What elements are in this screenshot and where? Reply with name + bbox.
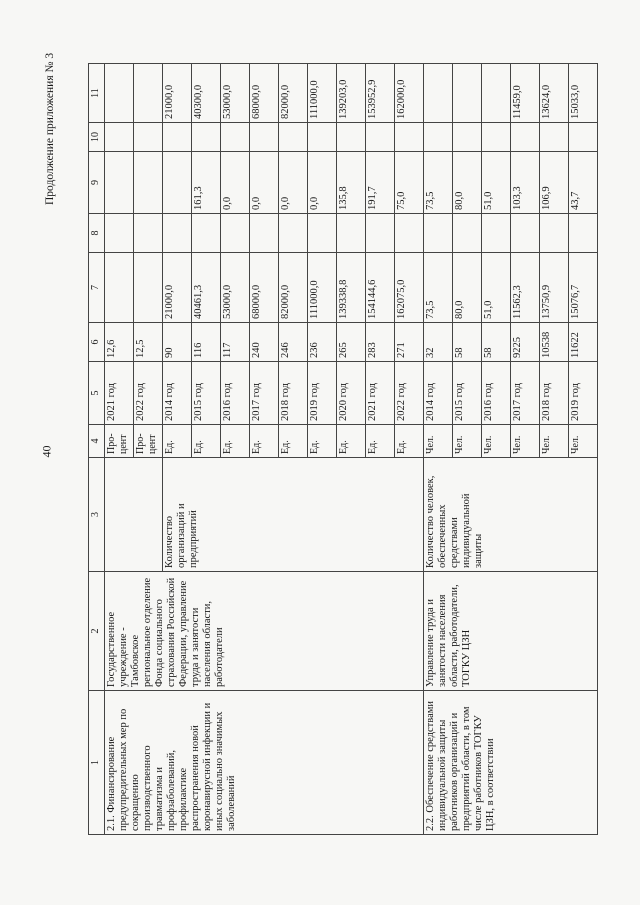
value-cell	[569, 123, 598, 152]
value-cell: 162000,0	[395, 64, 424, 123]
value-cell: 191,7	[366, 152, 395, 214]
appendix-caption: Продолжение приложения № 3	[44, 52, 56, 205]
value-cell: 117	[221, 323, 250, 362]
value-cell	[105, 214, 134, 253]
col-header-11: 11	[89, 64, 105, 123]
value-cell	[424, 123, 453, 152]
year-cell: 2021 год	[105, 362, 134, 425]
value-cell: 153952,9	[366, 64, 395, 123]
table-row	[424, 64, 453, 835]
value-cell: 246	[279, 323, 308, 362]
value-cell	[424, 64, 453, 123]
year-cell: 2015 год	[453, 362, 482, 425]
value-cell: 0,0	[308, 152, 337, 214]
value-cell: 13624,0	[540, 64, 569, 123]
value-cell: 111000,0	[308, 253, 337, 323]
value-cell: 53000,0	[221, 253, 250, 323]
value-cell	[366, 123, 395, 152]
value-cell	[163, 152, 192, 214]
value-cell	[250, 123, 279, 152]
col-header-10: 10	[89, 123, 105, 152]
value-cell: 51,0	[482, 152, 511, 214]
table-row	[105, 64, 134, 835]
measure-cell: 2.1. Финансирование предупредительных мер по сокращению производственного травматизма и профзаболеваний, профилактике распространения новой коронавирусной инфекции и иных социально значимых заболеваний	[105, 691, 424, 835]
header-row	[89, 64, 105, 835]
value-cell: 139203,0	[337, 64, 366, 123]
value-cell: 0,0	[250, 152, 279, 214]
value-cell: 11562,3	[511, 253, 540, 323]
unit-cell: Ед.	[395, 425, 424, 458]
year-cell: 2015 год	[192, 362, 221, 425]
value-cell: 80,0	[453, 152, 482, 214]
unit-cell: Чел.	[569, 425, 598, 458]
value-cell: 73,5	[424, 152, 453, 214]
value-cell	[221, 214, 250, 253]
year-cell: 2016 год	[482, 362, 511, 425]
value-cell: 9225	[511, 323, 540, 362]
value-cell: 0,0	[221, 152, 250, 214]
col-header-8: 8	[89, 214, 105, 253]
value-cell	[395, 123, 424, 152]
value-cell: 162075,0	[395, 253, 424, 323]
value-cell	[511, 123, 540, 152]
value-cell	[482, 214, 511, 253]
unit-cell: Ед.	[337, 425, 366, 458]
value-cell: 75,0	[395, 152, 424, 214]
year-cell: 2017 год	[511, 362, 540, 425]
value-cell: 21000,0	[163, 253, 192, 323]
value-cell: 40461,3	[192, 253, 221, 323]
unit-cell: Про-цент	[134, 425, 163, 458]
year-cell: 2019 год	[569, 362, 598, 425]
value-cell	[569, 214, 598, 253]
value-cell: 154144,6	[366, 253, 395, 323]
value-cell: 265	[337, 323, 366, 362]
value-cell	[134, 253, 163, 323]
value-cell	[163, 123, 192, 152]
value-cell: 15076,7	[569, 253, 598, 323]
year-cell: 2014 год	[163, 362, 192, 425]
unit-cell: Чел.	[540, 425, 569, 458]
value-cell	[482, 64, 511, 123]
value-cell: 82000,0	[279, 64, 308, 123]
value-cell	[395, 214, 424, 253]
value-cell	[105, 152, 134, 214]
value-cell: 90	[163, 323, 192, 362]
value-cell: 80,0	[453, 253, 482, 323]
value-cell	[134, 214, 163, 253]
col-header-3: 3	[89, 458, 105, 572]
value-cell	[453, 214, 482, 253]
value-cell	[134, 123, 163, 152]
indicator-cell: Количество человек, обеспеченных средствами индивидуальной защиты	[424, 458, 598, 572]
value-cell	[337, 214, 366, 253]
value-cell: 10538	[540, 323, 569, 362]
value-cell: 116	[192, 323, 221, 362]
value-cell	[511, 214, 540, 253]
value-cell: 12,6	[105, 323, 134, 362]
value-cell	[308, 123, 337, 152]
unit-cell: Про-цент	[105, 425, 134, 458]
value-cell: 43,7	[569, 152, 598, 214]
year-cell: 2022 год	[134, 362, 163, 425]
col-header-5: 5	[89, 362, 105, 425]
value-cell: 283	[366, 323, 395, 362]
indicator-cell-empty	[105, 458, 163, 572]
value-cell: 271	[395, 323, 424, 362]
value-cell	[337, 123, 366, 152]
year-cell: 2014 год	[424, 362, 453, 425]
value-cell	[279, 123, 308, 152]
value-cell: 68000,0	[250, 253, 279, 323]
program-table	[88, 63, 598, 835]
value-cell: 51,0	[482, 253, 511, 323]
unit-cell: Ед.	[163, 425, 192, 458]
value-cell: 68000,0	[250, 64, 279, 123]
value-cell	[540, 214, 569, 253]
value-cell: 58	[453, 323, 482, 362]
value-cell: 103,3	[511, 152, 540, 214]
col-header-6: 6	[89, 323, 105, 362]
value-cell	[221, 123, 250, 152]
value-cell	[250, 214, 279, 253]
value-cell: 236	[308, 323, 337, 362]
value-cell: 15033,0	[569, 64, 598, 123]
value-cell	[105, 253, 134, 323]
value-cell	[134, 64, 163, 123]
value-cell: 11459,0	[511, 64, 540, 123]
unit-cell: Чел.	[453, 425, 482, 458]
value-cell	[540, 123, 569, 152]
value-cell	[192, 214, 221, 253]
value-cell: 53000,0	[221, 64, 250, 123]
value-cell: 139338,8	[337, 253, 366, 323]
year-cell: 2020 год	[337, 362, 366, 425]
value-cell: 58	[482, 323, 511, 362]
col-header-2: 2	[89, 572, 105, 691]
page-number: 40	[39, 445, 54, 458]
col-header-1: 1	[89, 691, 105, 835]
executor-cell: Управление труда и занятости населения области, работодатели, ТОГКУ ЦЗН	[424, 572, 598, 691]
indicator-cell: Количество организаций и предприятий	[163, 458, 424, 572]
executor-cell: Государственное учреждение - Тамбовское региональное отделение Фонда социального страхования Российской Федерации, управление труда и занятости населения области, работодатели	[105, 572, 424, 691]
unit-cell: Ед.	[192, 425, 221, 458]
year-cell: 2018 год	[279, 362, 308, 425]
unit-cell: Ед.	[250, 425, 279, 458]
unit-cell: Ед.	[279, 425, 308, 458]
col-header-4: 4	[89, 425, 105, 458]
value-cell: 40300,0	[192, 64, 221, 123]
value-cell: 12,5	[134, 323, 163, 362]
value-cell: 11622	[569, 323, 598, 362]
value-cell	[105, 64, 134, 123]
value-cell	[279, 214, 308, 253]
year-cell: 2018 год	[540, 362, 569, 425]
value-cell: 111000,0	[308, 64, 337, 123]
value-cell: 13750,9	[540, 253, 569, 323]
year-cell: 2019 год	[308, 362, 337, 425]
value-cell	[105, 123, 134, 152]
unit-cell: Ед.	[308, 425, 337, 458]
value-cell	[424, 214, 453, 253]
year-cell: 2016 год	[221, 362, 250, 425]
rotated-table-area	[88, 35, 618, 835]
year-cell: 2021 год	[366, 362, 395, 425]
value-cell	[308, 214, 337, 253]
value-cell: 0,0	[279, 152, 308, 214]
value-cell: 161,3	[192, 152, 221, 214]
value-cell: 82000,0	[279, 253, 308, 323]
value-cell: 240	[250, 323, 279, 362]
value-cell	[453, 123, 482, 152]
unit-cell: Чел.	[511, 425, 540, 458]
measure-cell: 2.2. Обеспечение средствами индивидуальной защиты работников организаций и предприятий области, в том числе работников ТОГКУ ЦЗН, в соответствии	[424, 691, 598, 835]
value-cell	[163, 214, 192, 253]
col-header-7: 7	[89, 253, 105, 323]
value-cell: 135,8	[337, 152, 366, 214]
value-cell	[366, 214, 395, 253]
value-cell	[192, 123, 221, 152]
value-cell	[453, 64, 482, 123]
unit-cell: Ед.	[366, 425, 395, 458]
table-body	[105, 64, 598, 835]
col-header-9: 9	[89, 152, 105, 214]
unit-cell: Чел.	[424, 425, 453, 458]
value-cell	[134, 152, 163, 214]
year-cell: 2017 год	[250, 362, 279, 425]
value-cell: 106,9	[540, 152, 569, 214]
unit-cell: Чел.	[482, 425, 511, 458]
value-cell: 32	[424, 323, 453, 362]
value-cell: 21000,0	[163, 64, 192, 123]
unit-cell: Ед.	[221, 425, 250, 458]
year-cell: 2022 год	[395, 362, 424, 425]
value-cell: 73,5	[424, 253, 453, 323]
value-cell	[482, 123, 511, 152]
